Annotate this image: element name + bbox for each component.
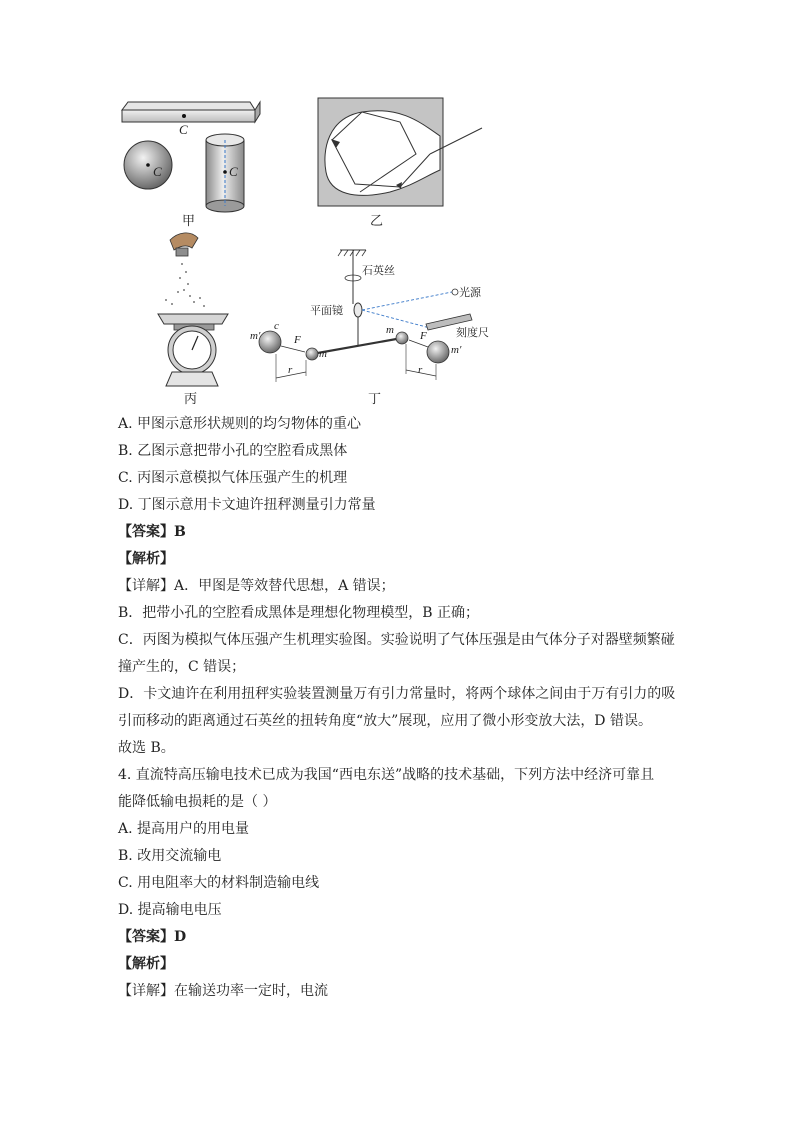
text-line: 引而移动的距离通过石英丝的扭转角度“放大”展现，应用了微小形变放大法，D 错误。 <box>118 713 652 729</box>
label-c-ball: C <box>153 164 162 179</box>
text-line: B．把带小孔的空腔看成黑体是理想化物理模型，B 正确； <box>118 605 480 621</box>
label-m-right: m <box>386 324 394 336</box>
label-c-bar: C <box>179 122 188 137</box>
label-c-cylinder: C <box>229 164 238 179</box>
text-line: D．卡文迪许在利用扭秤实验装置测量万有引力常量时，将两个球体之间由于万有引力的吸 <box>118 686 676 702</box>
label-f-left: F <box>294 334 301 346</box>
text-line: 【解析】 <box>118 956 174 972</box>
text-line: 【解析】 <box>118 551 174 567</box>
text-line: 4. 直流特高压输电技术已成为我国“西电东送”战略的技术基础，下列方法中经济可靠且 <box>118 767 655 783</box>
label-f-right: F <box>420 330 427 342</box>
figure-area <box>100 92 520 410</box>
figures-svg <box>100 92 520 410</box>
text-line: 【答案】D <box>118 929 187 945</box>
text-line: B. 改用交流输电 <box>118 848 222 864</box>
label-m-prime-left: m′ <box>250 330 261 342</box>
text-line: 故选 B。 <box>118 740 175 756</box>
caption-bing: 丙 <box>184 392 198 407</box>
text-line: 撞产生的，C 错误； <box>118 659 246 675</box>
text-line: 【答案】B <box>118 524 186 540</box>
text-line: C. 用电阻率大的材料制造输电线 <box>118 875 320 891</box>
figure-bing <box>158 233 228 386</box>
text-line: A. 甲图示意形状规则的均匀物体的重心 <box>118 416 362 432</box>
text-line: 【详解】A．甲图是等效替代思想，A 错误； <box>118 578 395 594</box>
label-r-right: r <box>418 364 423 376</box>
text-line: D. 丁图示意用卡文迪许扭秤测量引力常量 <box>118 497 376 513</box>
label-c-ding: c <box>274 320 279 332</box>
label-ruler: 刻度尺 <box>456 326 489 339</box>
text-line: C．丙图为模拟气体压强产生机理实验图。实验说明了气体压强是由气体分子对器壁频繁碰 <box>118 632 675 648</box>
caption-jia: 甲 <box>182 214 196 229</box>
text-line: 能降低输电损耗的是（ ） <box>118 794 277 810</box>
text-line: C. 丙图示意模拟气体压强产生的机理 <box>118 470 348 486</box>
caption-yi: 乙 <box>370 214 384 229</box>
text-line: 【详解】在输送功率一定时，电流 <box>118 983 328 999</box>
label-light: 光源 <box>459 286 481 299</box>
caption-ding: 丁 <box>368 392 382 407</box>
label-r-left: r <box>288 364 293 376</box>
text-line: D. 提高输电电压 <box>118 902 222 918</box>
label-mirror: 平面镜 <box>310 304 343 317</box>
text-line: B. 乙图示意把带小孔的空腔看成黑体 <box>118 443 348 459</box>
figure-jia <box>122 102 260 212</box>
label-m-prime-right: m′ <box>451 344 462 356</box>
text-line: A. 提高用户的用电量 <box>118 821 250 837</box>
figure-yi <box>318 98 482 206</box>
label-quartz: 石英丝 <box>362 264 395 277</box>
label-m-left: m <box>319 348 327 360</box>
text-body <box>118 411 698 1005</box>
